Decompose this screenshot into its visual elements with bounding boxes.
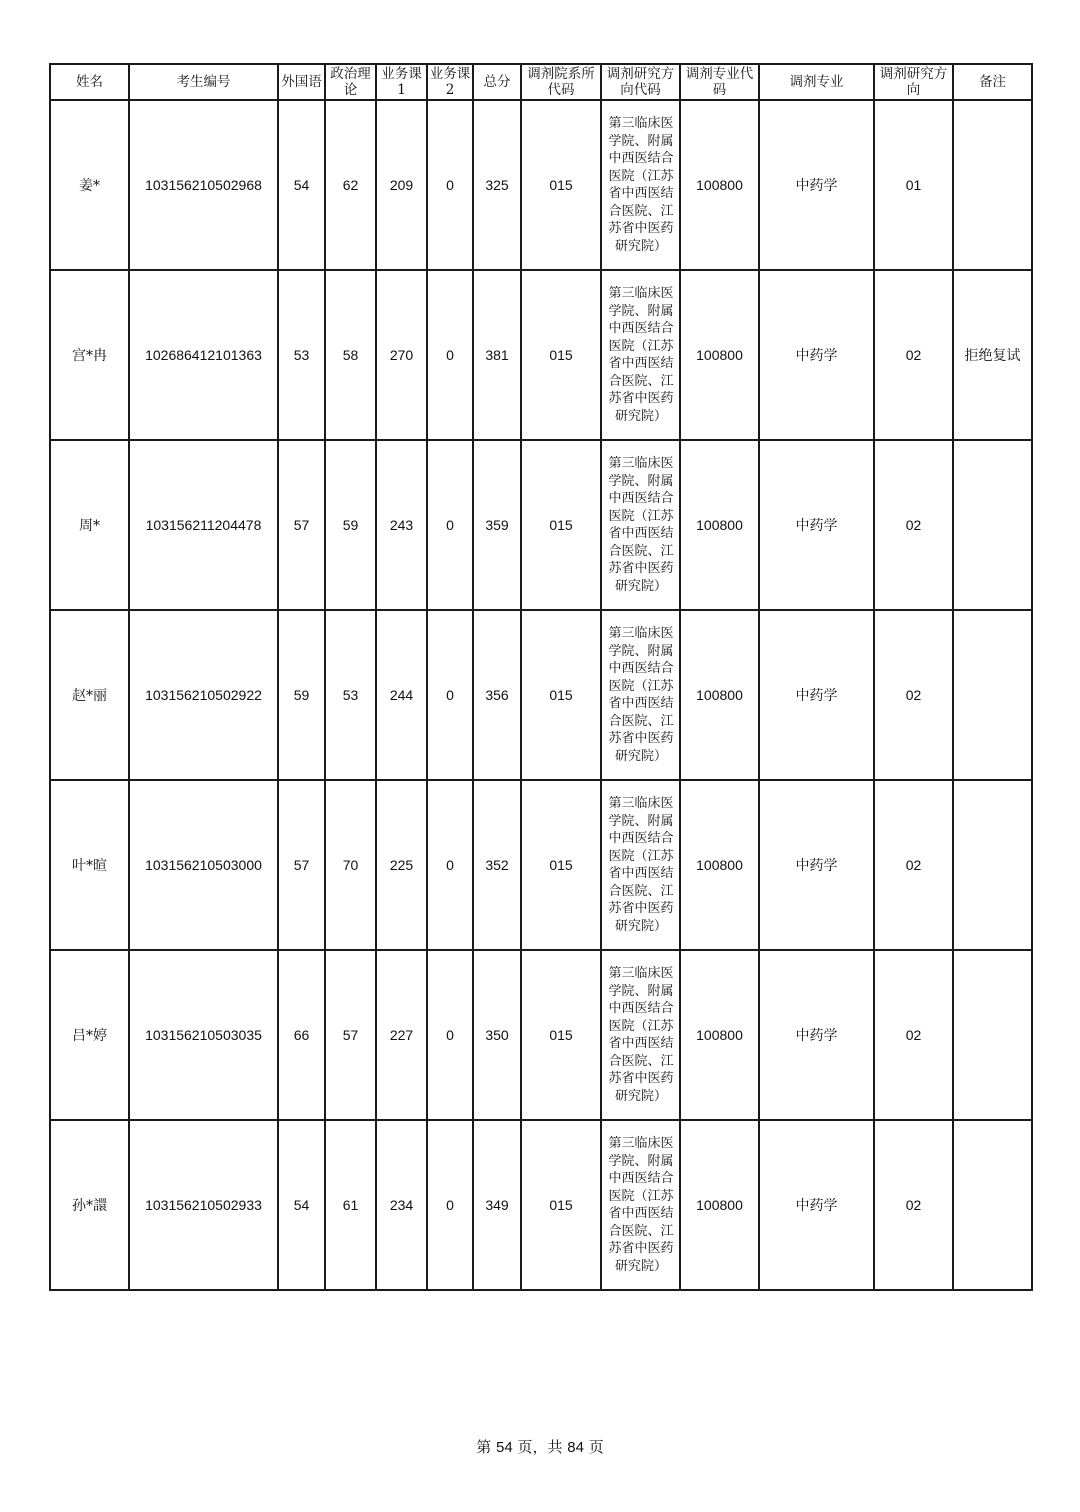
- research-direction: 02: [874, 1120, 953, 1290]
- department-code: 015: [521, 100, 601, 270]
- politics-score: 57: [325, 950, 376, 1120]
- footer-suffix: 页: [588, 1438, 604, 1456]
- course2-score: 0: [427, 1120, 473, 1290]
- politics-score: 59: [325, 440, 376, 610]
- table-row: [50, 100, 1032, 270]
- score-table-container: [49, 63, 1031, 1291]
- remark: [953, 950, 1032, 1120]
- politics-score: 61: [325, 1120, 376, 1290]
- major-code: 100800: [680, 1120, 759, 1290]
- department-name: [601, 610, 680, 780]
- table-row: [50, 780, 1032, 950]
- column-header: 姓名: [50, 64, 129, 100]
- remark: [953, 780, 1032, 950]
- candidate-id: 103156210503000: [129, 780, 278, 950]
- total-page-count: 84: [567, 1439, 584, 1456]
- course2-score: 0: [427, 100, 473, 270]
- foreign-language-score: 54: [278, 100, 325, 270]
- major-name: 中药学: [759, 440, 874, 610]
- research-direction: 02: [874, 270, 953, 440]
- course2-score: 0: [427, 610, 473, 780]
- candidate-name: 吕*婷: [50, 950, 129, 1120]
- department-name-text: 第三临床医学院、附属中西医结合医院（江苏省中西医结合医院、江苏省中医药研究院）: [608, 456, 674, 594]
- header-row: [50, 64, 1032, 100]
- department-name: [601, 780, 680, 950]
- course1-score: 234: [376, 1120, 427, 1290]
- politics-score: 62: [325, 100, 376, 270]
- candidate-name: 周*: [50, 440, 129, 610]
- department-name-text: 第三临床医学院、附属中西医结合医院（江苏省中西医结合医院、江苏省中医药研究院）: [608, 286, 674, 424]
- remark: [953, 100, 1032, 270]
- foreign-language-score: 57: [278, 780, 325, 950]
- total-score: 325: [473, 100, 521, 270]
- department-code: 015: [521, 780, 601, 950]
- course1-score: 227: [376, 950, 427, 1120]
- major-code: 100800: [680, 780, 759, 950]
- column-header: 调剂专业代码: [680, 64, 759, 100]
- column-header: 调剂研究方向代码: [601, 64, 680, 100]
- column-header: 调剂院系所代码: [521, 64, 601, 100]
- department-name-text: 第三临床医学院、附属中西医结合医院（江苏省中西医结合医院、江苏省中医药研究院）: [608, 626, 674, 764]
- candidate-id: 103156210502933: [129, 1120, 278, 1290]
- total-score: 356: [473, 610, 521, 780]
- foreign-language-score: 66: [278, 950, 325, 1120]
- major-code: 100800: [680, 100, 759, 270]
- total-score: 359: [473, 440, 521, 610]
- department-name: [601, 950, 680, 1120]
- column-header: 业务课2: [427, 64, 473, 100]
- total-score: 352: [473, 780, 521, 950]
- foreign-language-score: 57: [278, 440, 325, 610]
- major-code: 100800: [680, 270, 759, 440]
- major-name: 中药学: [759, 950, 874, 1120]
- department-code: 015: [521, 610, 601, 780]
- column-header: 外国语: [278, 64, 325, 100]
- politics-score: 53: [325, 610, 376, 780]
- department-name: [601, 270, 680, 440]
- major-code: 100800: [680, 950, 759, 1120]
- column-header: 业务课1: [376, 64, 427, 100]
- current-page-number: 54: [496, 1439, 513, 1456]
- politics-score: 70: [325, 780, 376, 950]
- course1-score: 209: [376, 100, 427, 270]
- research-direction: 01: [874, 100, 953, 270]
- adjustment-table: [49, 63, 1033, 1291]
- course1-score: 225: [376, 780, 427, 950]
- remark: 拒绝复试: [953, 270, 1032, 440]
- department-code: 015: [521, 440, 601, 610]
- remark: [953, 1120, 1032, 1290]
- major-name: 中药学: [759, 610, 874, 780]
- candidate-name: 宫*冉: [50, 270, 129, 440]
- candidate-name: 孙*譞: [50, 1120, 129, 1290]
- department-code: 015: [521, 270, 601, 440]
- candidate-id: 103156210502968: [129, 100, 278, 270]
- foreign-language-score: 54: [278, 1120, 325, 1290]
- footer-prefix: 第: [476, 1438, 492, 1456]
- course1-score: 270: [376, 270, 427, 440]
- table-row: [50, 270, 1032, 440]
- course2-score: 0: [427, 950, 473, 1120]
- column-header: 政治理论: [325, 64, 376, 100]
- table-row: [50, 1120, 1032, 1290]
- footer-middle: 页，共: [517, 1438, 563, 1456]
- total-score: 350: [473, 950, 521, 1120]
- candidate-name: 叶*暄: [50, 780, 129, 950]
- major-name: 中药学: [759, 1120, 874, 1290]
- department-name-text: 第三临床医学院、附属中西医结合医院（江苏省中西医结合医院、江苏省中医药研究院）: [608, 1136, 674, 1274]
- department-name: [601, 440, 680, 610]
- research-direction: 02: [874, 950, 953, 1120]
- column-header: 备注: [953, 64, 1032, 100]
- column-header: 调剂专业: [759, 64, 874, 100]
- course2-score: 0: [427, 270, 473, 440]
- department-name-text: 第三临床医学院、附属中西医结合医院（江苏省中西医结合医院、江苏省中医药研究院）: [608, 966, 674, 1104]
- department-code: 015: [521, 950, 601, 1120]
- politics-score: 58: [325, 270, 376, 440]
- major-name: 中药学: [759, 780, 874, 950]
- department-name-text: 第三临床医学院、附属中西医结合医院（江苏省中西医结合医院、江苏省中医药研究院）: [608, 796, 674, 934]
- foreign-language-score: 53: [278, 270, 325, 440]
- table-row: [50, 950, 1032, 1120]
- department-name: [601, 100, 680, 270]
- remark: [953, 610, 1032, 780]
- column-header: 考生编号: [129, 64, 278, 100]
- candidate-id: 103156211204478: [129, 440, 278, 610]
- course2-score: 0: [427, 780, 473, 950]
- course2-score: 0: [427, 440, 473, 610]
- foreign-language-score: 59: [278, 610, 325, 780]
- column-header: 总分: [473, 64, 521, 100]
- total-score: 349: [473, 1120, 521, 1290]
- table-row: [50, 610, 1032, 780]
- major-code: 100800: [680, 610, 759, 780]
- department-name: [601, 1120, 680, 1290]
- candidate-id: 103156210503035: [129, 950, 278, 1120]
- research-direction: 02: [874, 610, 953, 780]
- major-code: 100800: [680, 440, 759, 610]
- total-score: 381: [473, 270, 521, 440]
- candidate-name: 姜*: [50, 100, 129, 270]
- table-row: [50, 440, 1032, 610]
- candidate-name: 赵*丽: [50, 610, 129, 780]
- page-footer: [0, 1436, 1080, 1457]
- department-name-text: 第三临床医学院、附属中西医结合医院（江苏省中西医结合医院、江苏省中医药研究院）: [608, 116, 674, 254]
- major-name: 中药学: [759, 100, 874, 270]
- major-name: 中药学: [759, 270, 874, 440]
- research-direction: 02: [874, 440, 953, 610]
- candidate-id: 102686412101363: [129, 270, 278, 440]
- remark: [953, 440, 1032, 610]
- column-header: 调剂研究方向: [874, 64, 953, 100]
- course1-score: 243: [376, 440, 427, 610]
- candidate-id: 103156210502922: [129, 610, 278, 780]
- research-direction: 02: [874, 780, 953, 950]
- department-code: 015: [521, 1120, 601, 1290]
- course1-score: 244: [376, 610, 427, 780]
